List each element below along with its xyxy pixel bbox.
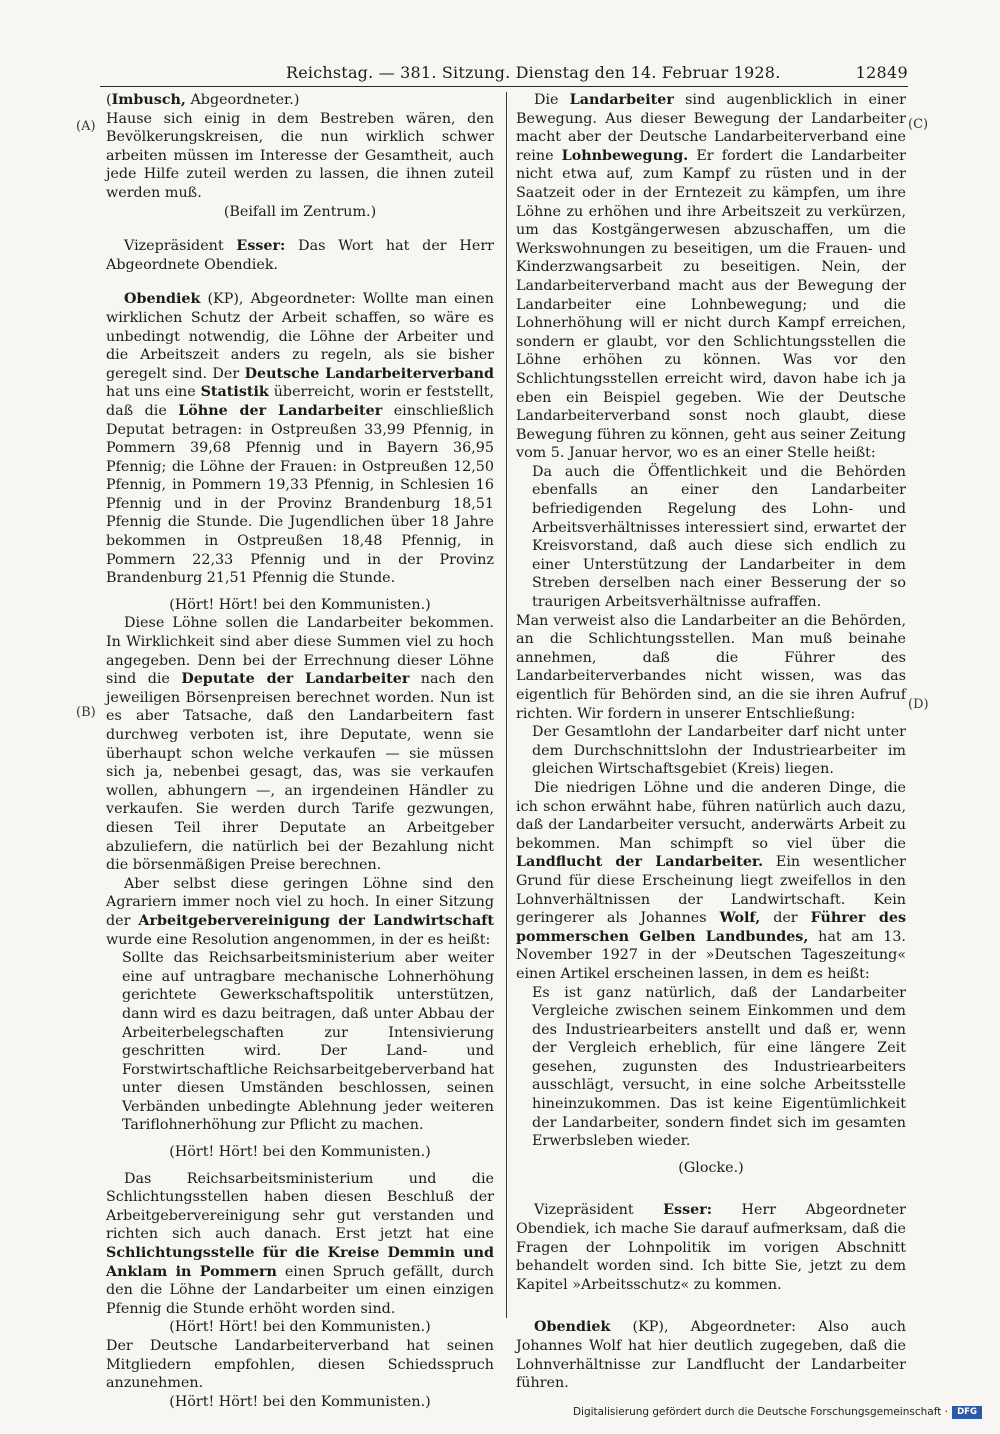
- paragraph: Aber selbst diese geringen Löhne sind den Agrariern immer noch viel zu hoch. In einer Sitzung der Arbeitgebervereinigung der Landwirtschaft wurde eine Resolution angenommen, in der es heißt:: [106, 875, 494, 948]
- margin-mark-d: (D): [908, 697, 929, 712]
- column-divider: [506, 92, 507, 1318]
- block-quote: Es ist ganz natürlich, daß der Landarbeiter Vergleiche zwischen seinem Einkommen und dem des Industriearbeiters anstellt und daß er, wenn der Vergleich erheblich, für eine längere Zeit gesehen, zugunsten des Industriearbeiters ausschlägt, versucht, in eine solche Arbeitsstelle hineinzukommen. Das ist keine Eigentümlichkeit der Landarbeiter, sondern findet sich im gesamten Erwerbsleben wieder.: [532, 984, 906, 1150]
- page-number: 12849: [855, 63, 908, 82]
- paragraph: Die niedrigen Löhne und die anderen Dinge, die ich schon erwähnt habe, führen natürlich auch dazu, daß der Landarbeiter versucht, anderwärts Arbeit zu bekommen. Man schimpft so viel über die Landflucht der Landarbeiter. Ein wesentlicher Grund für diese Erscheinung liegt zweifellos in den Lohnverhältnissen der Landwirtschaft. Kein geringerer als Johannes Wolf, der Führer des pommerschen Gelben Landbundes, hat am 13. November 1927 in der »Deutschen Tageszeitung« einen Artikel erscheinen lassen, in dem es heißt:: [516, 779, 906, 982]
- margin-mark-c: (C): [908, 117, 929, 132]
- paragraph: Hause sich einig in dem Bestreben wären, den Bevölkerungskreisen, die nun wirklich schwer arbeiten müssen im Interesse der Gesamtheit, auch jede Hilfe zuteil werden zu lassen, die ihnen zuteil werden muß.: [106, 110, 494, 201]
- dfg-logo-icon: DFG: [952, 1406, 982, 1419]
- paragraph: Die Landarbeiter sind augenblicklich in einer Bewegung. Aus dieser Bewegung der Landarbeiter macht aber der Deutsche Landarbeiterverband eine reine Lohnbewegung. Er fordert die Landarbeiter nicht etwa auf, zum Kampf zu rüsten und in der Saatzeit oder in der Erntezeit zu kämpfen, um ihre Löhne zu erhöhen und ihre Arbeitszeit zu verkürzen, um das Kostgängerwesen abzuschaffen, um die Werkswohnungen zu beseitigen, um die Frauen- und Kinderzwangsarbeit zu beseitigen. Nein, der Landarbeiterverband macht aus der Bewegung der Landarbeiter eine Lohnbewegung; und die Lohnerhöhung will er nicht durch Kampf erreichen, sondern er glaubt, vor den Schlichtungsstellen die Löhne erhöhen zu können. Was vor den Schlichtungsstellen erreicht wird, davon habe ich ja eben ein Beispiel gegeben. Wie der Deutsche Landarbeiterverband sonst noch glaubt, diese Bewegung führen zu können, geht aus seiner Zeitung vom 5. Januar hervor, wo es an einer Stelle heißt:: [516, 92, 906, 462]
- interjection: (Hört! Hört! bei den Kommunisten.): [169, 596, 431, 613]
- running-title: Reichstag. — 381. Sitzung. Dienstag den 14. Februar 1928.: [286, 63, 781, 82]
- footer-credit-text: Digitalisierung gefördert durch die Deutsche Forschungsgemeinschaft ·: [572, 1406, 948, 1418]
- interjection: (Glocke.): [678, 1159, 744, 1176]
- block-quote: Der Gesamtlohn der Landarbeiter darf nicht unter dem Durchschnittslohn der Industriearbeiter im gleichen Wirtschaftsgebiet (Kreis) liegen.: [532, 724, 906, 778]
- speaker-name: Esser:: [236, 238, 286, 255]
- margin-mark-a: (A): [76, 119, 96, 134]
- speaker-name: Obendiek: [124, 291, 201, 308]
- right-column: [516, 91, 906, 1393]
- paragraph: Vizepräsident Esser: Das Wort hat der Herr Abgeordnete Obendiek.: [106, 238, 495, 273]
- margin-mark-b: (B): [76, 705, 96, 720]
- speaker-name: Imbusch,: [111, 92, 186, 108]
- header-rule: [100, 86, 908, 87]
- interjection: (Beifall im Zentrum.): [223, 203, 377, 220]
- paragraph: Vizepräsident Esser: Herr Abgeordneter Obendiek, ich mache Sie darauf aufmerksam, daß die Fragen der Lohnpolitik im vorigen Abschnitt behandelt worden sind. Ich bitte Sie, jetzt zu dem Kapitel »Arbeitsschutz« zu kommen.: [516, 1202, 906, 1293]
- continuation-speaker: (Imbusch, Abgeordneter.): [106, 92, 300, 108]
- interjection: (Hört! Hört! bei den Kommunisten.): [169, 1319, 431, 1336]
- interjection: (Hört! Hört! bei den Kommunisten.): [169, 1144, 431, 1161]
- paragraph: Das Reichsarbeitsministerium und die Schlichtungsstellen haben diesen Beschluß der Arbeitgebervereinigung sehr gut verstanden und richten sich auch danach. Erst jetzt hat eine Schlichtungsstelle für die Kreise Demmin und Anklam in Pommern einen Spruch gefällt, durch den die Löhne der Landarbeiter um einen einzigen Pfennig die Stunde erhöht worden sind.: [106, 1170, 494, 1317]
- paragraph: Obendiek (KP), Abgeordneter: Wollte man einen wirklichen Schutz der Arbeit schaffen, so wäre es unbedingt notwendig, die Löhne der Arbeiter und die Arbeitszeit anders zu regeln, als sie bisher geregelt sind. Der Deutsche Landarbeiterverband hat uns eine Statistik überreicht, worin er feststellt, daß die Löhne der Landarbeiter einschließlich Deputat betragen: in Ostpreußen 33,99 Pfennig, in Pommern 39,68 Pfennig und in Bayern 36,95 Pfennig; die Löhne der Frauen: in Ostpreußen 12,50 Pfennig, in Pommern 19,33 Pfennig, in Schlesien 16 Pfennig und in der Provinz Brandenburg 18,51 Pfennig die Stunde. Die Jugendlichen über 18 Jahre bekommen in Ostpreußen 18,48 Pfennig, in Pommern 22,33 Pfennig und in der Provinz Brandenburg 21,51 Pfennig die Stunde.: [106, 291, 495, 587]
- footer-credit: [573, 1404, 982, 1420]
- interjection: (Hört! Hört! bei den Kommunisten.): [169, 1393, 431, 1410]
- speaker-name: Esser:: [663, 1202, 713, 1219]
- block-quote: Da auch die Öffentlichkeit und die Behörden ebenfalls an einer den Landarbeiter befriedigenden Regelung des Lohn- und Arbeitsverhältnisses interessiert sind, erwartet der Kreisvorstand, daß auch diese sich endlich zu einer Unterstützung der Landarbeiter in dem Streben derselben nach einer Besserung der so traurigen Arbeitsverhältnisse aufraffen.: [532, 463, 906, 611]
- left-column: [106, 91, 494, 1411]
- speaker-name: Obendiek: [534, 1319, 611, 1336]
- block-quote: Sollte das Reichsarbeitsministerium aber weiter eine auf untragbare mechanische Lohnerhöhung gerichtete Gewerkschaftspolitik unterstützen, dann wird es dazu beitragen, daß unter Abbau der Arbeiterbelegschaften zur Intensivierung geschritten wird. Der Land- und Forstwirtschaftliche Reichsarbeitgeberverband hat unter diesen Umständen beschlossen, seinen Verbänden unbedingte Ablehnung jeder weiteren Tariflohnerhöhung zur Pflicht zu machen.: [122, 950, 494, 1134]
- paragraph: Obendiek (KP), Abgeordneter: Also auch Johannes Wolf hat hier deutlich zugegeben, daß die Lohnverhältnisse zur Landflucht der Landarbeiter führen.: [516, 1319, 906, 1392]
- paragraph: Diese Löhne sollen die Landarbeiter bekommen. In Wirklichkeit sind aber diese Summen viel zu hoch angegeben. Denn bei der Errechnung dieser Löhne sind die Deputate der Landarbeiter nach den jeweiligen Börsenpreisen berechnet worden. Nun ist es aber Tatsache, daß den Landarbeitern fast durchweg verboten ist, ihre Deputate, wenn sie überhaupt schon welche verkaufen — sie müssen sich ja, nebenbei gesagt, das, was sie verkaufen wollen, abhungern —, an irgendeinen Händler zu verkaufen. Sie werden durch Tarife gezwungen, diesen Teil ihrer Deputate an Arbeitgeber abzuliefern, die natürlich bei der Bezahlung nicht die börsenmäßigen Preise berechnen.: [106, 615, 494, 874]
- paragraph: Der Deutsche Landarbeiterverband hat seinen Mitgliedern empfohlen, diesen Schiedsspruch anzunehmen.: [106, 1338, 494, 1392]
- page-header: [100, 62, 908, 86]
- paragraph: Man verweist also die Landarbeiter an die Behörden, an die Schlichtungsstellen. Man muß beinahe annehmen, daß die Führer des Landarbeiterverbandes nicht wissen, was das eigentlich für Behörden sind, an die sie ihren Aufruf richten. Wir fordern in unserer Entschließung:: [516, 612, 906, 722]
